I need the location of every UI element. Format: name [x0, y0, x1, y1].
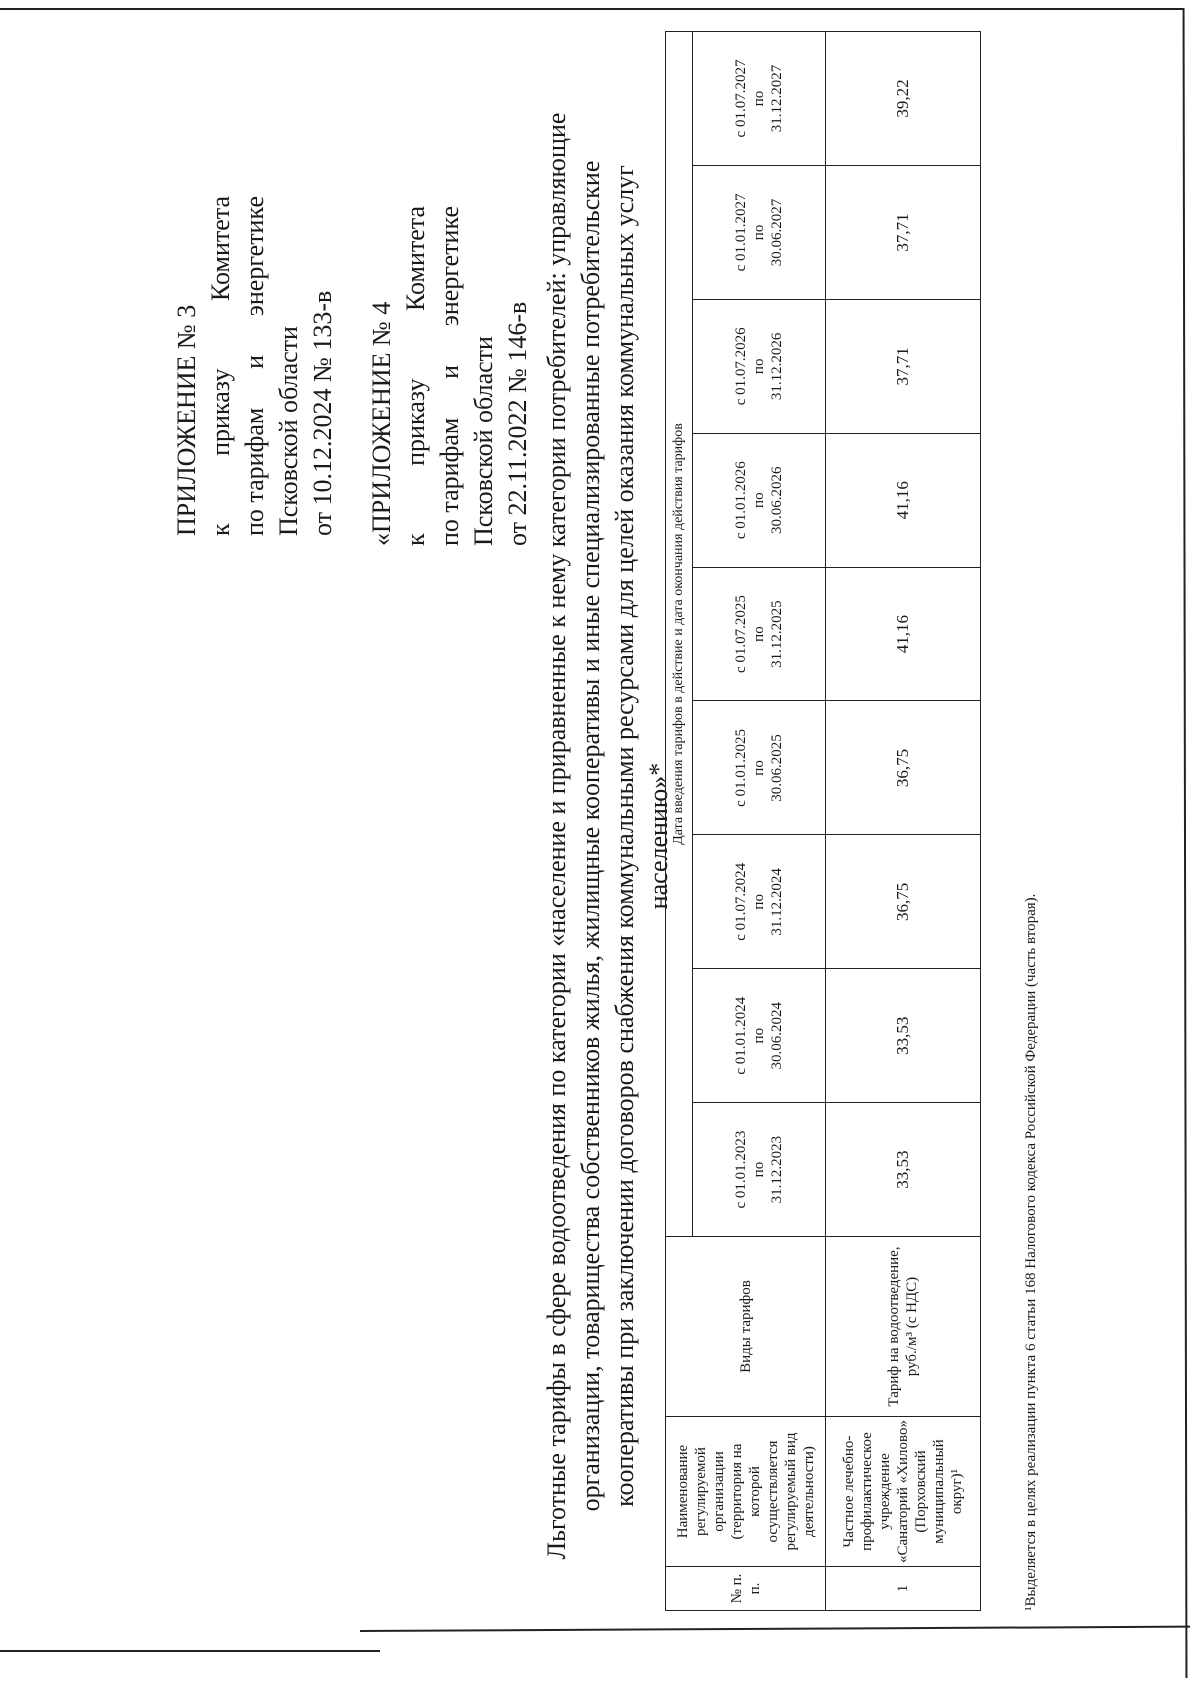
period-cell — [693, 166, 826, 300]
appendix-4-header — [365, 206, 535, 546]
header-organization: Наименование регулируемой организации (территория на которой осуществляется регулируемый вид деятельности) — [666, 1417, 826, 1567]
period-cell — [693, 1103, 826, 1237]
word: Комитета — [401, 206, 430, 312]
period-cell — [693, 32, 826, 166]
period-by: по — [751, 492, 767, 508]
period-by: по — [751, 224, 767, 241]
appendix-3-line4: от 10.12.2024 № 133-в — [308, 290, 337, 536]
appendix-3-line1 — [204, 196, 238, 536]
period-to: 30.06.2025 — [769, 734, 785, 802]
row-num: 1 — [826, 1567, 981, 1611]
tariff-value-cell: 33,53 — [826, 969, 981, 1103]
appendix-4-line2 — [433, 206, 467, 546]
period-by: по — [751, 626, 767, 642]
appendix-4-line4: от 22.11.2022 № 146-в — [503, 301, 532, 546]
period-from: с 01.01.2027 — [733, 193, 749, 272]
tariff-value-cell: 37,71 — [826, 299, 981, 433]
period-by: по — [751, 358, 767, 375]
tariff-value-cell: 36,75 — [826, 701, 981, 835]
tariff-value-cell: 33,53 — [826, 1103, 981, 1237]
period-by: по — [751, 894, 767, 910]
period-to: 31.12.2024 — [769, 868, 785, 936]
word: Комитета — [206, 196, 235, 302]
appendix-4-title: «ПРИЛОЖЕНИЕ № 4 — [367, 301, 396, 546]
period-cell — [693, 835, 826, 969]
word: приказу — [206, 368, 235, 456]
period-cell — [693, 567, 826, 701]
period-to: 31.12.2026 — [769, 332, 785, 401]
word: энергетике — [435, 206, 464, 327]
period-to: 31.12.2023 — [769, 1135, 785, 1204]
table-header-row — [666, 32, 693, 1611]
word: и — [240, 354, 269, 369]
row-organization: Частное лечебно-профилактическое учреждение «Санаторий «Хилово» (Порховский муниципальный округ)¹ — [826, 1417, 981, 1567]
period-by: по — [751, 1161, 767, 1178]
period-cell — [693, 969, 826, 1103]
word: и — [435, 364, 464, 379]
header-dates: Дата введения тарифов в действие и дата окончания действия тарифов — [666, 32, 693, 1237]
document-title: Льготные тарифы в сфере водоотведения по категории «население и приравненные к нему категории потребителей: управляющие организации, товарищества собственников жилья, жилищные кооперативы и иные специализированные потребительские кооперативы при заключении договоров снабжения коммунальными ресурсами для целей оказания коммунальных услуг населению»* — [542, 112, 673, 1560]
period-from: с 01.07.2026 — [733, 327, 749, 406]
tariff-value-cell: 39,22 — [826, 32, 981, 166]
period-by: по — [751, 760, 767, 776]
period-to: 30.06.2024 — [769, 1001, 785, 1070]
tariff-value-cell: 37,71 — [826, 166, 981, 300]
appendix-3-header — [170, 196, 340, 536]
appendix-3-line2 — [238, 196, 272, 536]
period-cell — [693, 299, 826, 433]
table-row — [826, 32, 981, 1611]
period-to: 30.06.2026 — [769, 466, 785, 534]
period-by: по — [751, 90, 767, 107]
header-tariff-kind: Виды тарифов — [666, 1237, 826, 1417]
period-from: с 01.01.2023 — [733, 1130, 749, 1209]
period-from: с 01.01.2024 — [733, 996, 749, 1075]
appendix-4-line3: Псковской области — [469, 336, 498, 546]
tariff-value-cell: 36,75 — [826, 835, 981, 969]
period-from: с 01.01.2025 — [733, 728, 749, 807]
footnote: ¹Выделяется в целях реализации пункта 6 статьи 168 Налогового кодекса Российской Федерации (часть вторая). — [1023, 893, 1039, 1611]
header-num: № п. п. — [666, 1567, 826, 1611]
tariff-table — [665, 31, 981, 1611]
period-from: с 01.07.2027 — [733, 59, 749, 138]
period-by: по — [751, 1027, 767, 1044]
word: к — [206, 523, 235, 536]
word: к — [401, 533, 430, 546]
period-from: с 01.07.2025 — [733, 595, 749, 674]
word: по тарифам — [240, 407, 269, 536]
period-from: с 01.01.2026 — [733, 461, 749, 540]
word: приказу — [401, 378, 430, 466]
appendix-4-line1 — [399, 206, 433, 546]
period-to: 31.12.2027 — [769, 64, 785, 133]
tariff-value-cell: 41,16 — [826, 567, 981, 701]
period-from: с 01.07.2024 — [733, 862, 749, 941]
appendix-3-line3: Псковской области — [274, 326, 303, 536]
appendix-3-title: ПРИЛОЖЕНИЕ № 3 — [172, 304, 201, 536]
word: энергетике — [240, 196, 269, 317]
period-to: 30.06.2027 — [769, 198, 785, 267]
period-cell — [693, 433, 826, 567]
tariff-value-cell: 41,16 — [826, 433, 981, 567]
period-to: 31.12.2025 — [769, 600, 785, 668]
period-cell — [693, 701, 826, 835]
word: по тарифам — [435, 417, 464, 546]
row-tariff-kind: Тариф на водоотведение, руб./м³ (с НДС) — [826, 1237, 981, 1417]
